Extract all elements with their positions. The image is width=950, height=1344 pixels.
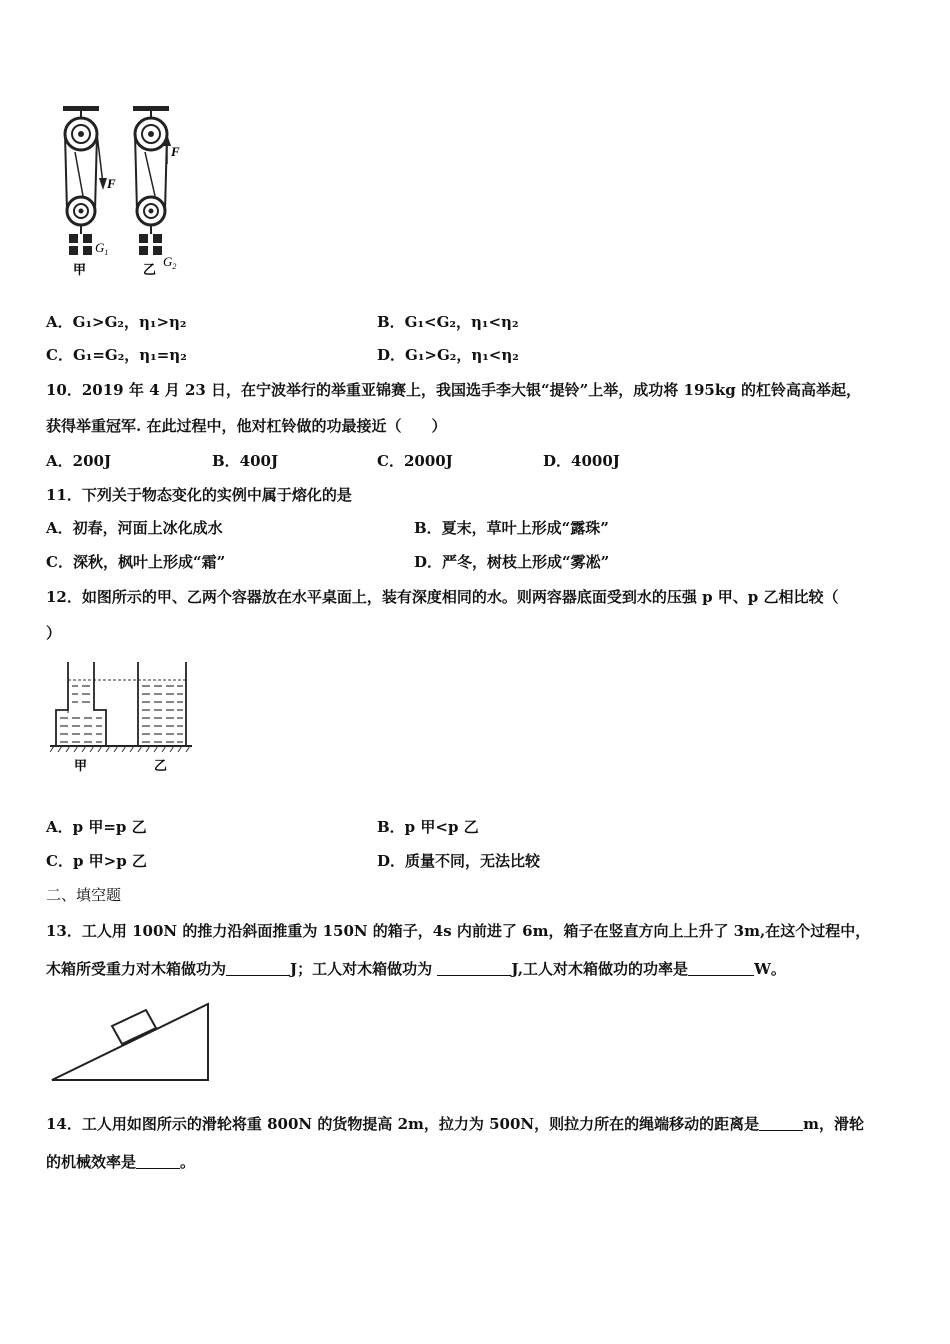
q13-stem-line1: 13．工人用 100N 的推力沿斜面推重为 150N 的箱子，4s 内前进了 6m，箱子在竖直方向上上升了 3m,在这个过程中， [46,922,871,940]
q11-option-a: A．初春，河面上冰化成水 [46,519,223,537]
q12-option-b: B．p 甲<p 乙 [377,818,479,836]
q11-option-b: B．夏末，草叶上形成“露珠” [414,519,609,537]
q13-stem-line2 [46,959,786,979]
container-label-yi: 乙 [154,759,168,774]
q10-option-c: C．2000J [377,452,453,470]
q14-text-part2: m，滑轮 [803,1115,864,1133]
q12-option-c: C．p 甲>p 乙 [46,852,147,870]
q14-text-part1: 14．工人用如图所示的滑轮将重 800N 的货物提高 2m，拉力为 500N，则拉力所在的绳端移动的距离是 [46,1115,760,1133]
q14-blank-1[interactable] [759,1116,803,1131]
q13-text-part1: 木箱所受重力对木箱做功为 [46,960,227,978]
weight-label-g2-sub: 2 [172,262,177,271]
pulley-figure [55,104,195,280]
q13-blank-2[interactable] [437,961,511,976]
q11-stem: 11．下列关于物态变化的实例中属于熔化的是 [46,486,352,504]
svg-text:G1 [95,240,108,257]
q10-option-a: A．200J [46,452,112,470]
incline-figure [50,1000,215,1086]
q9-option-c: C．G₁=G₂，η₁=η₂ [46,346,187,364]
q9-option-b: B．G₁<G₂，η₁<η₂ [377,313,519,331]
q14-text-part3: 的机械效率是 [46,1153,137,1171]
force-label-yi: F [171,144,180,159]
q14-stem-line2 [46,1152,195,1172]
q9-option-a: A．G₁>G₂，η₁>η₂ [46,313,187,331]
q14-text-part4: 。 [180,1153,196,1171]
q13-text-part3: J,工人对木箱做功的功率是 [511,960,689,978]
q13-text-part4: W。 [754,960,786,978]
q12-stem-line2: ） [46,624,62,642]
container-label-jia: 甲 [74,759,88,774]
q11-option-d: D．严冬，树枝上形成“雾凇” [414,553,610,571]
q14-blank-2[interactable] [136,1154,180,1169]
q13-blank-1[interactable] [226,961,290,976]
q11-option-c: C．深秋，枫叶上形成“霜” [46,553,226,571]
weight-label-g1: G [95,240,105,255]
container-figure [50,658,195,778]
q10-stem-line2: 获得举重冠军. 在此过程中，他对杠铃做的功最接近（ ） [46,417,447,435]
q12-stem-line1: 12．如图所示的甲、乙两个容器放在水平桌面上，装有深度相同的水。则两容器底面受到水的压强 p 甲、p 乙相比较（ [46,588,839,606]
q12-option-a: A．p 甲=p 乙 [46,818,147,836]
q10-option-b: B．400J [212,452,279,470]
weight-label-g2: G [163,254,173,269]
label-jia: 甲 [73,263,87,278]
q10-stem-line1: 10．2019 年 4 月 23 日，在宁波举行的举重亚锦赛上，我国选手李大银“提铃”上举，成功将 195kg 的杠铃高高举起， [46,381,861,399]
section-heading-fill-blank: 二、填空题 [46,886,122,904]
q10-option-d: D．4000J [543,452,620,470]
q14-stem-line1 [46,1114,864,1134]
force-label-jia: F [107,176,116,191]
q13-blank-3[interactable] [688,961,754,976]
svg-text:G2 [163,254,176,271]
label-yi: 乙 [143,263,157,278]
weight-label-g1-sub: 1 [104,248,109,257]
q9-option-d: D．G₁>G₂，η₁<η₂ [377,346,519,364]
q13-text-part2: J；工人对木箱做功为 [290,960,438,978]
q12-option-d: D．质量不同，无法比较 [377,852,541,870]
